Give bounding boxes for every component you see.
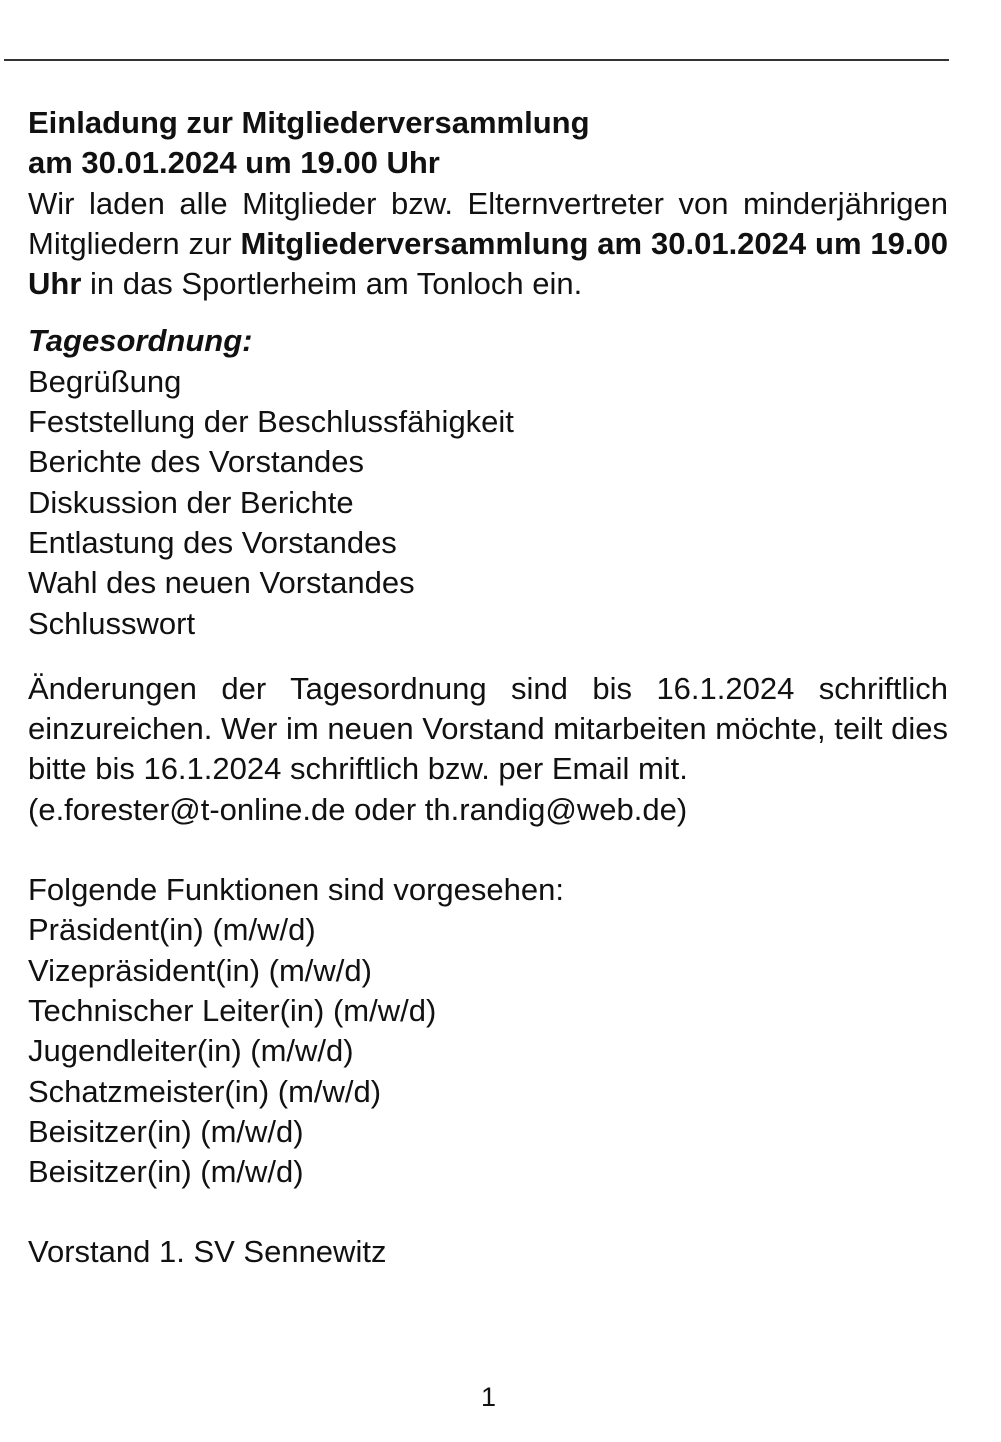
title-line-2: am 30.01.2024 um 19.00 Uhr bbox=[28, 145, 440, 181]
notice-text: Änderungen der Tagesordnung sind bis 16.1.2024 schriftlich einzureichen. Wer im neuen Vorstand mitarbeiten möchte, teilt dies bitte bis 16.1.2024 schriftlich bzw. per Email mit. bbox=[28, 670, 948, 787]
invitation-text-2: in das Sportlerheim am Tonloch ein. bbox=[81, 266, 583, 302]
agenda-item: Entlastung des Vorstandes bbox=[28, 524, 397, 560]
agenda-list bbox=[28, 362, 948, 644]
contact-emails: (e.forester@t-online.de oder th.randig@web.de) bbox=[28, 791, 688, 827]
notice-block bbox=[28, 669, 948, 830]
agenda-item: Berichte des Vorstandes bbox=[28, 444, 365, 480]
page-number: 1 bbox=[480, 1382, 497, 1412]
functions-intro: Folgende Funktionen sind vorgesehen: bbox=[28, 872, 564, 908]
agenda-item: Begrüßung bbox=[28, 363, 182, 399]
function-item: Präsident(in) (m/w/d) bbox=[28, 912, 316, 948]
document-title bbox=[28, 103, 948, 184]
invitation-paragraph bbox=[28, 184, 948, 305]
top-divider bbox=[4, 59, 949, 61]
invitation-highlight: Mitgliederversammlung am 30.01.2024 um 19.00 Uhr bbox=[28, 225, 948, 302]
signature: Vorstand 1. SV Sennewitz bbox=[28, 1234, 387, 1270]
agenda-item: Schlusswort bbox=[28, 605, 196, 641]
invitation-text-1: Wir laden alle Mitglieder bzw. Elternvertreter von minderjährigen Mitgliedern zur bbox=[28, 185, 948, 261]
function-item: Schatzmeister(in) (m/w/d) bbox=[28, 1073, 382, 1109]
document-body bbox=[28, 103, 948, 1273]
agenda-item: Wahl des neuen Vorstandes bbox=[28, 565, 415, 601]
function-item: Vizepräsident(in) (m/w/d) bbox=[28, 952, 372, 988]
agenda-item: Diskussion der Berichte bbox=[28, 484, 354, 520]
title-line-1: Einladung zur Mitgliederversammlung bbox=[28, 105, 590, 140]
agenda-heading: Tagesordnung: bbox=[28, 323, 253, 359]
agenda-item: Feststellung der Beschlussfähigkeit bbox=[28, 404, 514, 440]
functions-list bbox=[28, 910, 948, 1192]
function-item: Jugendleiter(in) (m/w/d) bbox=[28, 1033, 354, 1069]
function-item: Technischer Leiter(in) (m/w/d) bbox=[28, 992, 437, 1028]
function-item: Beisitzer(in) (m/w/d) bbox=[28, 1113, 304, 1149]
function-item: Beisitzer(in) (m/w/d) bbox=[28, 1154, 304, 1190]
